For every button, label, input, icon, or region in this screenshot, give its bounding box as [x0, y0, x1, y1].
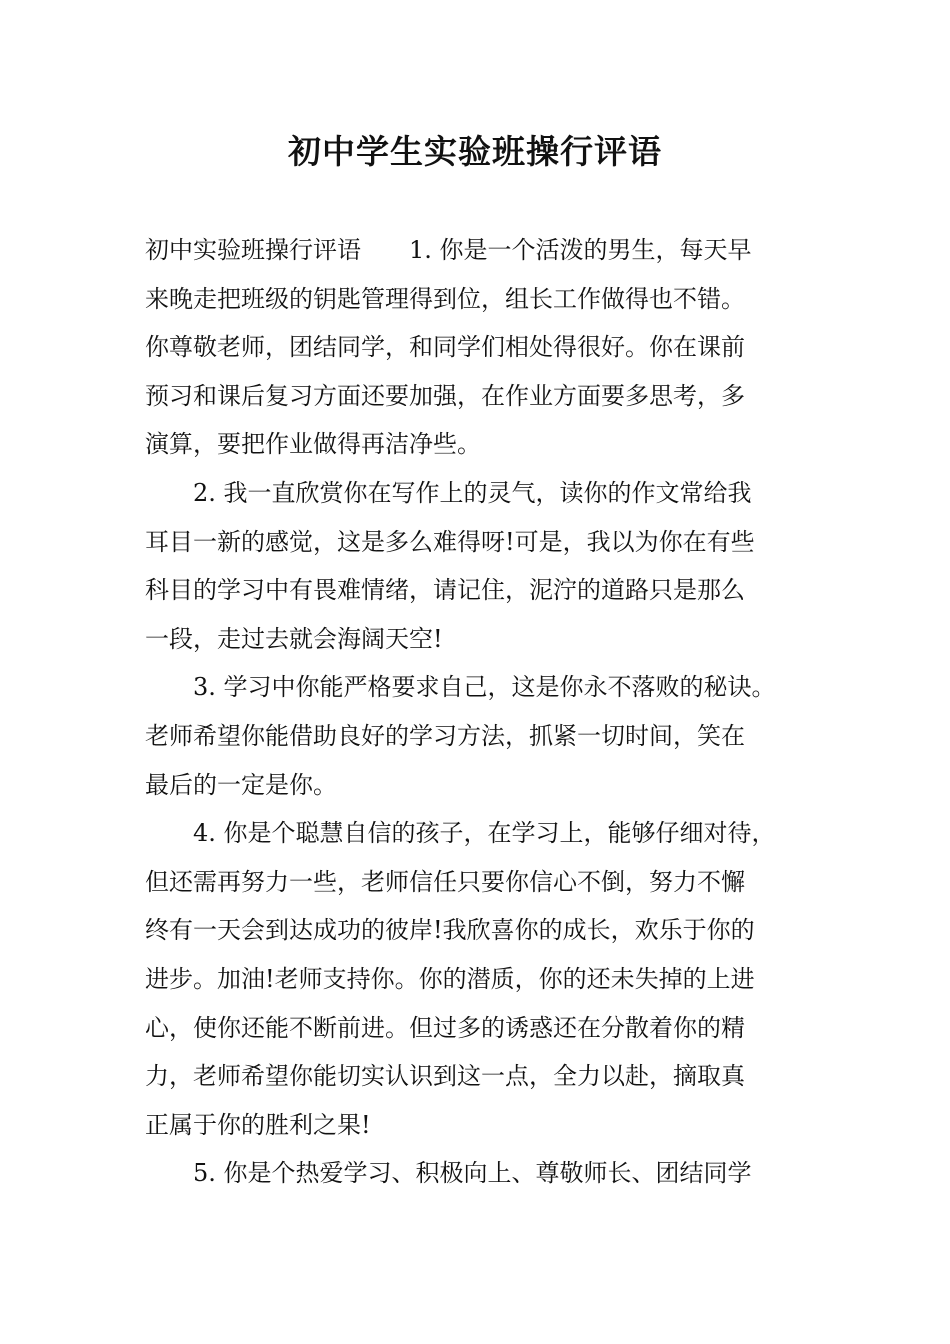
paragraph-start: 1. 你是一个活泼的男生，每天早 — [409, 236, 752, 264]
paragraph-line: 力，老师希望你能切实认识到这一点，全力以赴，摘取真 — [145, 1062, 745, 1091]
paragraph-line: 老师希望你能借助良好的学习方法，抓紧一切时间，笑在 — [145, 721, 745, 750]
paragraph-line: 5. 你是个热爱学习、积极向上、尊敬师长、团结同学 — [193, 1159, 752, 1188]
paragraph-line: 最后的一定是你。 — [145, 770, 337, 799]
section-heading: 初中实验班操行评语 — [145, 236, 361, 264]
paragraph-line: 来晚走把班级的钥匙管理得到位，组长工作做得也不错。 — [145, 284, 745, 313]
paragraph-line: 进步。加油!老师支持你。你的潜质，你的还未失掉的上进 — [145, 964, 755, 993]
paragraph-line: 预习和课后复习方面还要加强，在作业方面要多思考，多 — [145, 381, 745, 410]
paragraph-line: 终有一天会到达成功的彼岸!我欣喜你的成长，欢乐于你的 — [145, 916, 755, 945]
paragraph-line: 演算，要把作业做得再洁净些。 — [145, 430, 481, 459]
paragraph-line: 但还需再努力一些，老师信任只要你信心不倒，努力不懈 — [145, 867, 745, 896]
paragraph-line — [145, 226, 820, 275]
paragraph-line: 正属于你的胜利之果! — [145, 1110, 371, 1139]
paragraph-line: 2. 我一直欣赏你在写作上的灵气，读你的作文常给我 — [193, 478, 752, 507]
paragraph-line: 科目的学习中有畏难情绪，请记住，泥泞的道路只是那么 — [145, 576, 745, 605]
document-title: 初中学生实验班操行评语 — [288, 132, 662, 171]
document-body — [145, 226, 820, 1198]
paragraph-line: 4. 你是个聪慧自信的孩子，在学习上，能够仔细对待， — [193, 819, 776, 848]
paragraph-line: 耳目一新的感觉，这是多么难得呀!可是，我以为你在有些 — [145, 527, 755, 556]
paragraph-line: 3. 学习中你能严格要求自己，这是你永不落败的秘诀。 — [193, 673, 776, 702]
paragraph-line: 你尊敬老师，团结同学，和同学们相处得很好。你在课前 — [145, 333, 745, 362]
paragraph-line: 一段，走过去就会海阔天空! — [145, 624, 443, 653]
paragraph-line: 心，使你还能不断前进。但过多的诱惑还在分散着你的精 — [145, 1013, 745, 1042]
